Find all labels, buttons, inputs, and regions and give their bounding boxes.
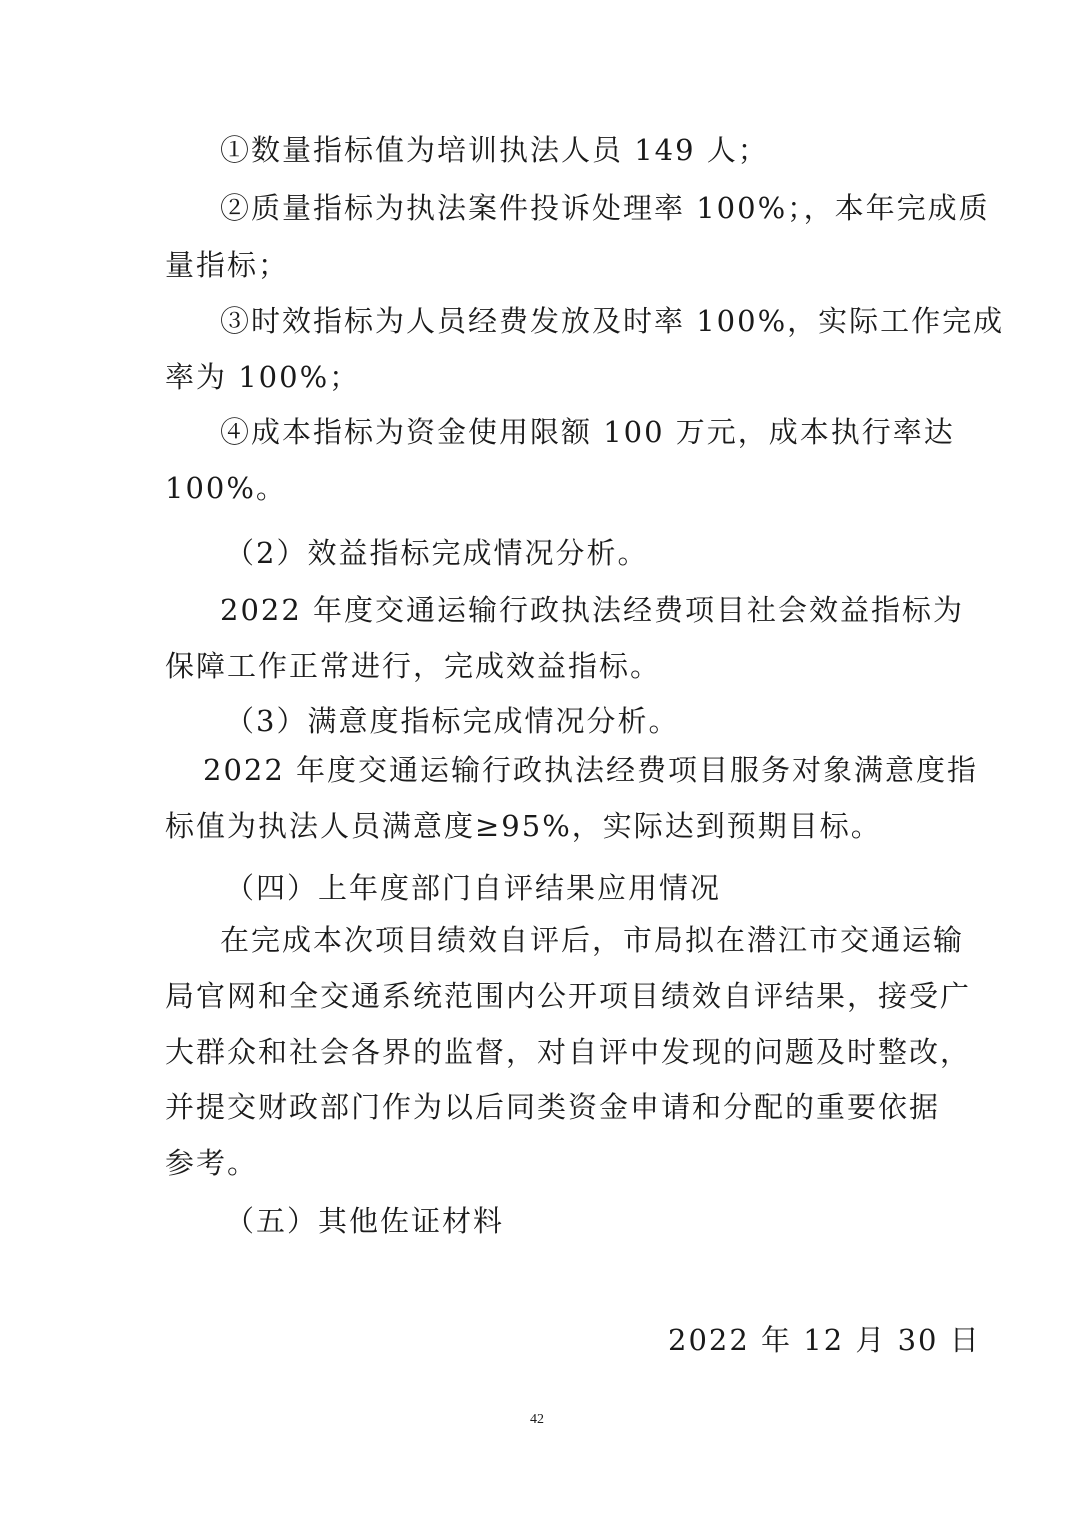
section-four-line-2: 局官网和全交通系统范围内公开项目绩效自评结果，接受广 [165, 979, 972, 1013]
document-date: 2022 年 12 月 30 日 [668, 1323, 981, 1357]
indicator-cost-line-1: ④成本指标为资金使用限额 100 万元，成本执行率达 [220, 415, 955, 449]
indicator-cost-line-2: 100%。 [165, 471, 287, 505]
indicator-quality-line-1: ②质量指标为执法案件投诉处理率 100%；，本年完成质 [220, 191, 990, 225]
indicator-timeliness-line-2: 率为 100%； [165, 360, 361, 394]
satisfaction-heading: （3）满意度指标完成情况分析。 [225, 704, 680, 738]
satisfaction-paragraph-line-2: 标值为执法人员满意度≥95%，实际达到预期目标。 [165, 809, 882, 843]
section-five-heading: （五）其他佐证材料 [225, 1204, 505, 1238]
section-four-heading: （四）上年度部门自评结果应用情况 [225, 871, 722, 905]
benefit-heading: （2）效益指标完成情况分析。 [225, 536, 649, 570]
section-four-line-4: 并提交财政部门作为以后同类资金申请和分配的重要依据 [165, 1090, 941, 1124]
indicator-quantity-line: ①数量指标值为培训执法人员 149 人； [220, 133, 769, 167]
benefit-paragraph-line-2: 保障工作正常进行，完成效益指标。 [165, 649, 662, 683]
indicator-quality-line-2: 量指标； [165, 248, 290, 282]
section-four-line-5: 参考。 [165, 1146, 259, 1180]
page-number: 42 [530, 1412, 544, 1427]
section-four-line-1: 在完成本次项目绩效自评后，市局拟在潜江市交通运输 [220, 923, 965, 957]
benefit-paragraph-line-1: 2022 年度交通运输行政执法经费项目社会效益指标为 [220, 593, 965, 627]
indicator-timeliness-line-1: ③时效指标为人员经费发放及时率 100%，实际工作完成 [220, 304, 1005, 338]
section-four-line-3: 大群众和社会各界的监督，对自评中发现的问题及时整改， [165, 1035, 972, 1069]
satisfaction-paragraph-line-1: 2022 年度交通运输行政执法经费项目服务对象满意度指 [203, 753, 979, 787]
